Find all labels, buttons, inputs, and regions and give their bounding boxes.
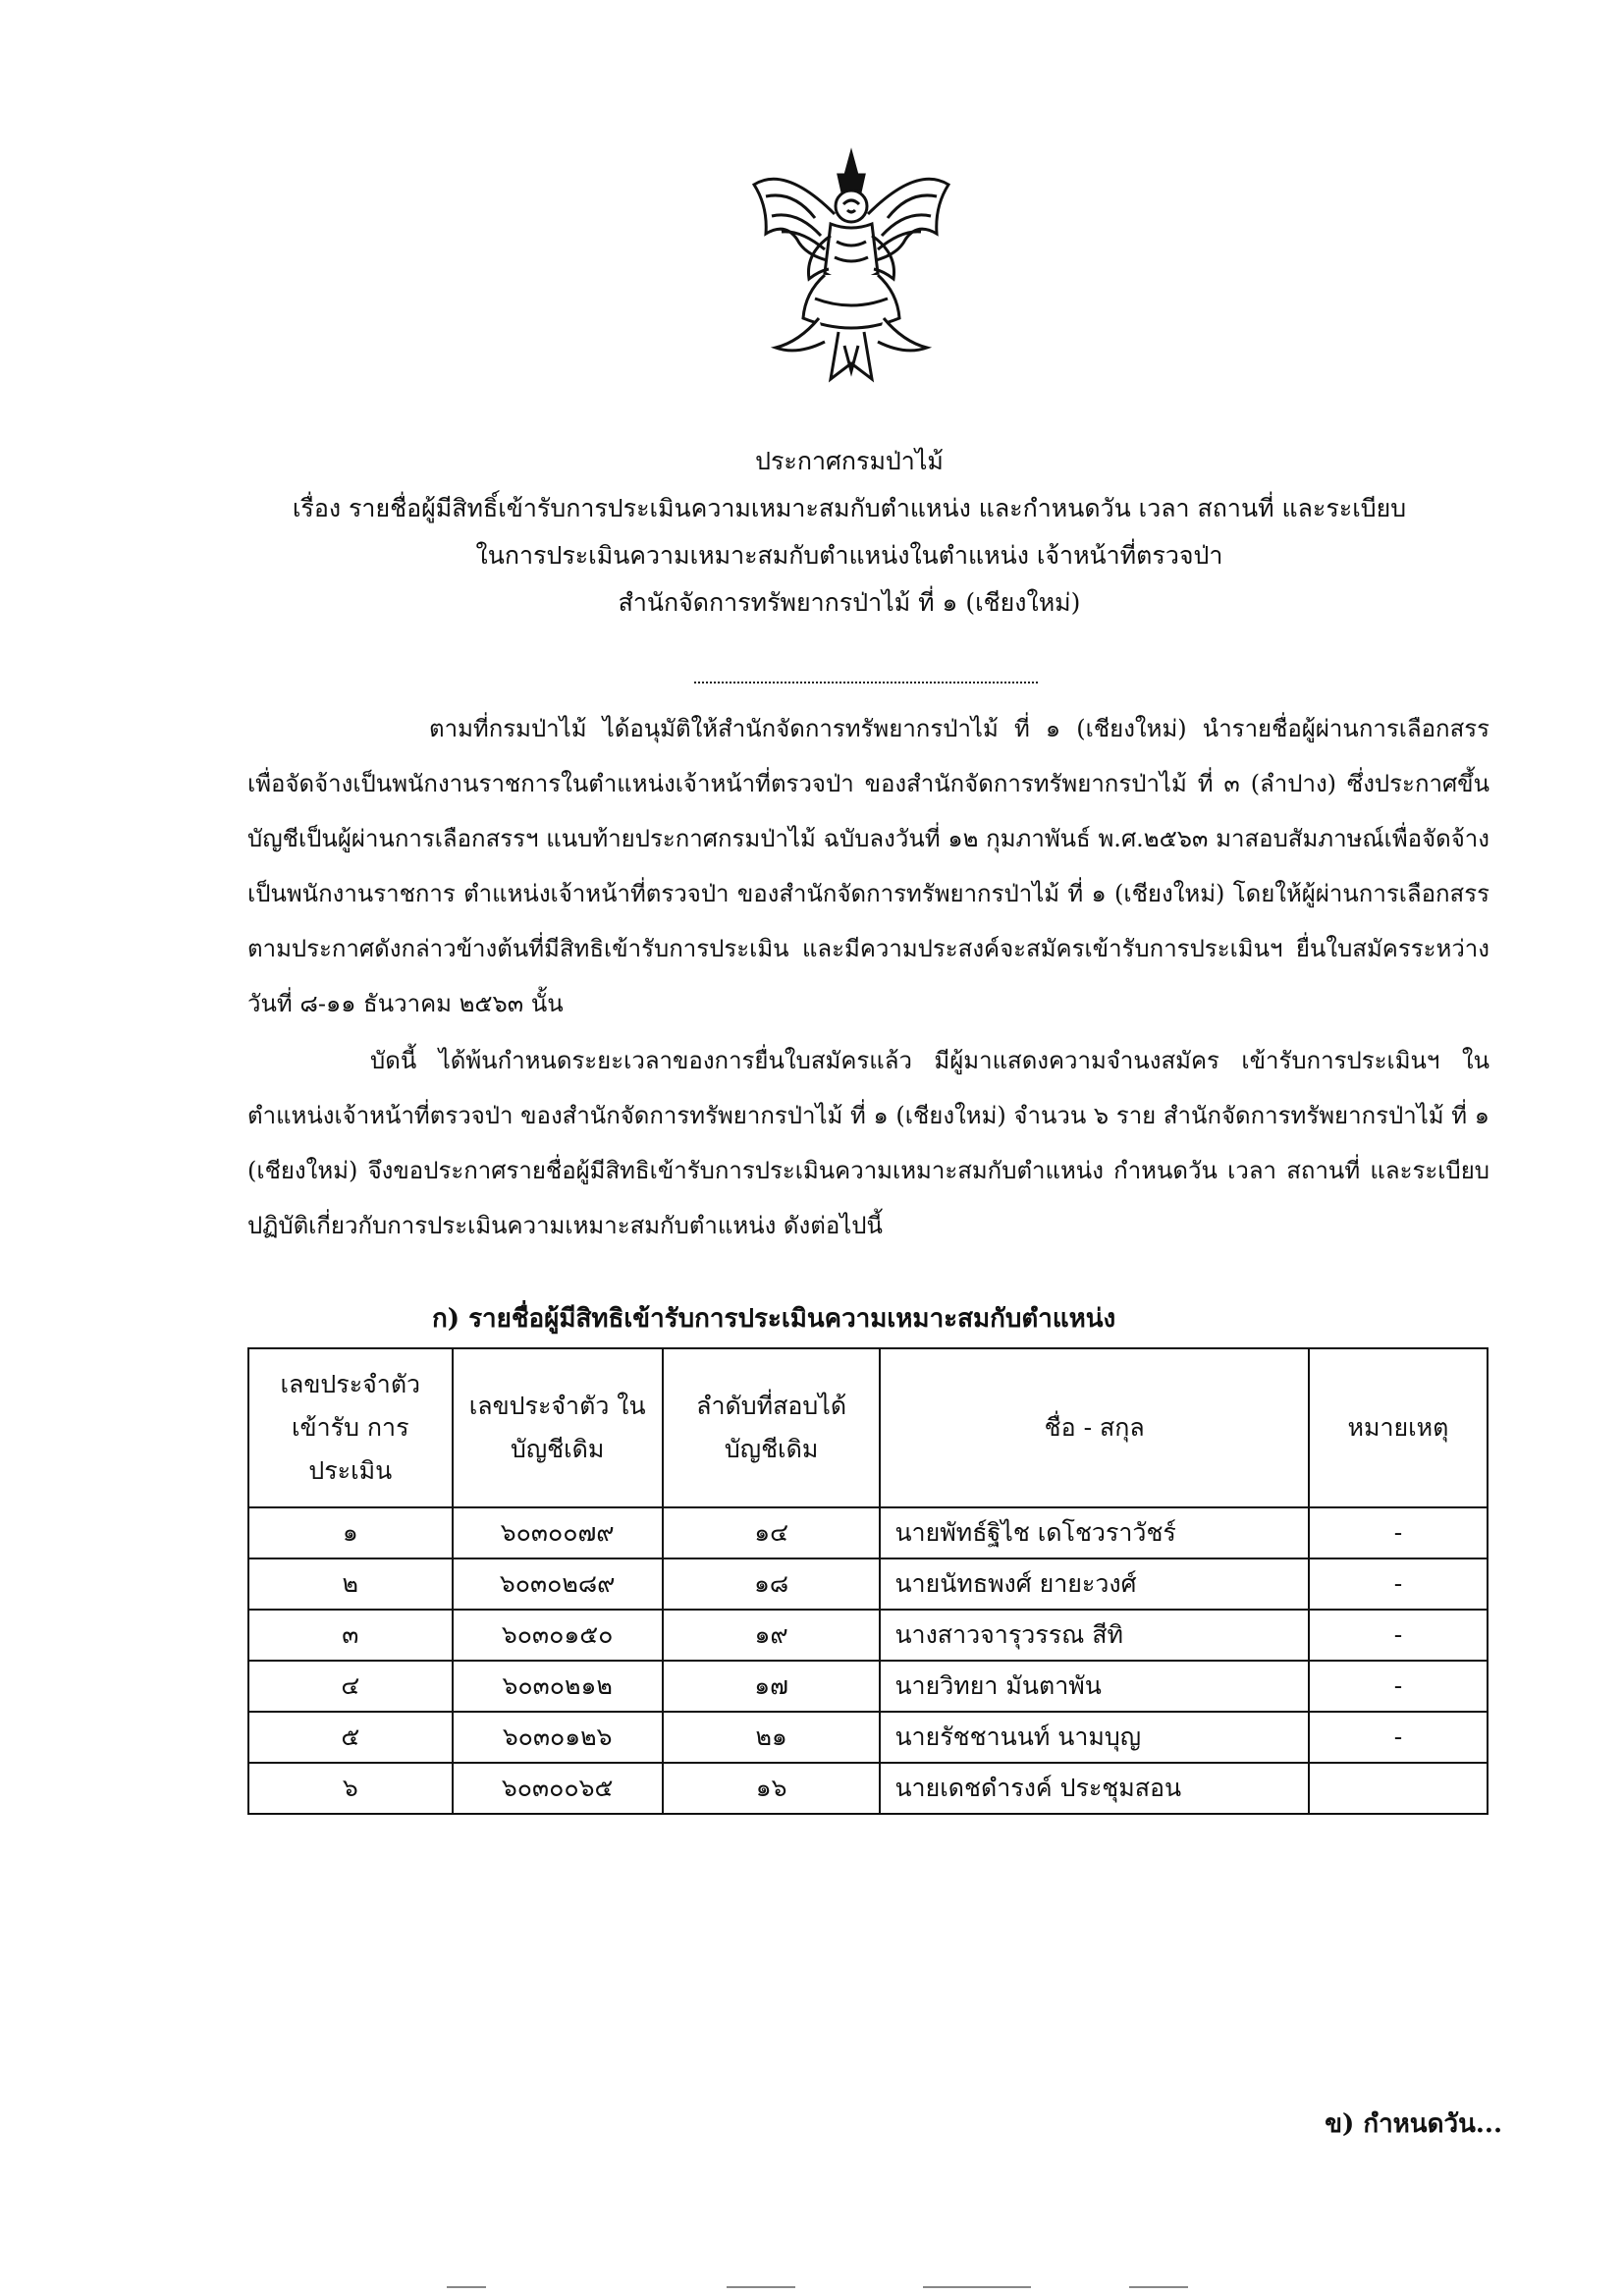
cell-old-list-id: ๖๐๓๐๑๒๖ <box>453 1712 663 1763</box>
body-paragraph-1: ตามที่กรมป่าไม้ ได้อนุมัติให้สำนักจัดการทรัพยากรป่าไม้ ที่ ๑ (เชียงใหม่) นำรายชื่อผู้ผ่านการเลือกสรร เพื่อจัดจ้างเป็นพนักงานราชการในตำแหน่งเจ้าหน้าที่ตรวจป่า ของสำนักจัดการทรัพยากรป่าไม้ ที่ ๓ (ลำปาง) ซึ่งประกาศขึ้นบัญชีเป็นผู้ผ่านการเลือกสรรฯ แนบท้ายประกาศกรมป่าไม้ ฉบับลงวันที่ ๑๒ กุมภาพันธ์ พ.ศ.๒๕๖๓ มาสอบสัมภาษณ์เพื่อจัดจ้างเป็นพนักงานราชการ ตำแหน่งเจ้าหน้าที่ตรวจป่า ของสำนักจัดการทรัพยากรป่าไม้ ที่ ๑ (เชียงใหม่) โดยให้ผู้ผ่านการเลือกสรรตามประกาศดังกล่าวข้างต้นที่มีสิทธิเข้ารับการประเมิน และมีความประสงค์จะสมัครเข้ารับการประเมินฯ ยื่นใบสมัครระหว่างวันที่ ๘-๑๑ ธันวาคม ๒๕๖๓ นั้น <box>247 715 1489 1017</box>
heading-issuer: ประกาศกรมป่าไม้ <box>755 447 944 475</box>
scan-artifact <box>727 2286 795 2288</box>
cell-full-name: นายพัทธ์ฐิไช เดโชวราวัชร์ <box>880 1507 1308 1558</box>
cell-old-list-id: ๖๐๓๐๒๑๒ <box>453 1661 663 1712</box>
cell-remarks: - <box>1309 1712 1488 1763</box>
cell-assessment-id: ๕ <box>248 1712 453 1763</box>
continuation-note: ข) กำหนดวัน... <box>1325 2109 1502 2139</box>
cell-remarks <box>1309 1763 1488 1814</box>
cell-old-rank: ๑๖ <box>663 1763 881 1814</box>
cell-remarks: - <box>1309 1507 1488 1558</box>
scan-artifact <box>1129 2286 1188 2288</box>
cell-remarks: - <box>1309 1661 1488 1712</box>
cell-full-name: นายเดชดำรงค์ ประชุมสอน <box>880 1763 1308 1814</box>
scan-artifact <box>923 2286 1031 2288</box>
table-row <box>248 1712 1488 1763</box>
table-row <box>248 1763 1488 1814</box>
cell-old-list-id: ๖๐๓๐๐๗๙ <box>453 1507 663 1558</box>
cell-full-name: นางสาวจารุวรรณ สีทิ <box>880 1610 1308 1661</box>
cell-full-name: นายวิทยา มันตาพัน <box>880 1661 1308 1712</box>
cell-assessment-id: ๑ <box>248 1507 453 1558</box>
cell-assessment-id: ๓ <box>248 1610 453 1661</box>
cell-remarks: - <box>1309 1558 1488 1610</box>
candidate-table <box>247 1347 1489 1815</box>
cell-assessment-id: ๖ <box>248 1763 453 1814</box>
heading-subject-cont: ในการประเมินความเหมาะสมกับตำแหน่งในตำแหน่ง เจ้าหน้าที่ตรวจป่า <box>475 541 1223 570</box>
table-row <box>248 1507 1488 1558</box>
cell-old-rank: ๑๙ <box>663 1610 881 1661</box>
cell-old-list-id: ๖๐๓๐๑๕๐ <box>453 1610 663 1661</box>
header-remarks: หมายเหตุ <box>1309 1348 1488 1507</box>
header-full-name: ชื่อ - สกุล <box>880 1348 1308 1507</box>
cell-full-name: นายรัชชานนท์ นามบุญ <box>880 1712 1308 1763</box>
cell-old-rank: ๒๑ <box>663 1712 881 1763</box>
table-header-row <box>248 1348 1488 1507</box>
scan-artifact <box>447 2286 486 2288</box>
cell-old-list-id: ๖๐๓๐๒๘๙ <box>453 1558 663 1610</box>
cell-full-name: นายนัทธพงศ์ ยายะวงศ์ <box>880 1558 1308 1610</box>
cell-old-rank: ๑๗ <box>663 1661 881 1712</box>
table-row <box>248 1610 1488 1661</box>
separator-dotted-line <box>694 682 1038 683</box>
cell-assessment-id: ๒ <box>248 1558 453 1610</box>
cell-remarks: - <box>1309 1610 1488 1661</box>
header-old-rank: ลำดับที่สอบได้ บัญชีเดิม <box>663 1348 881 1507</box>
table-row <box>248 1661 1488 1712</box>
cell-old-list-id: ๖๐๓๐๐๖๕ <box>453 1763 663 1814</box>
heading-office: สำนักจัดการทรัพยากรป่าไม้ ที่ ๑ (เชียงใหม่) <box>618 588 1081 617</box>
table-title: ก) รายชื่อผู้มีสิทธิเข้ารับการประเมินความเหมาะสมกับตำแหน่ง <box>432 1304 1116 1334</box>
garuda-emblem-icon <box>746 145 956 391</box>
header-assessment-id: เลขประจำตัว เข้ารับ การประเมิน <box>248 1348 453 1507</box>
header-old-list-id: เลขประจำตัว ในบัญชีเดิม <box>453 1348 663 1507</box>
cell-assessment-id: ๔ <box>248 1661 453 1712</box>
body-paragraph-2: บัดนี้ ได้พ้นกำหนดระยะเวลาของการยื่นใบสมัครแล้ว มีผู้มาแสดงความจำนงสมัคร เข้ารับการประเมินฯ ในตำแหน่งเจ้าหน้าที่ตรวจป่า ของสำนักจัดการทรัพยากรป่าไม้ ที่ ๑ (เชียงใหม่) จำนวน ๖ ราย สำนักจัดการทรัพยากรป่าไม้ ที่ ๑ (เชียงใหม่) จึงขอประกาศรายชื่อผู้มีสิทธิเข้ารับการประเมินความเหมาะสมกับตำแหน่ง กำหนดวัน เวลา สถานที่ และระเบียบปฏิบัติเกี่ยวกับการประเมินความเหมาะสมกับตำแหน่ง ดังต่อไปนี้ <box>247 1047 1489 1239</box>
table-row <box>248 1558 1488 1610</box>
cell-old-rank: ๑๘ <box>663 1558 881 1610</box>
heading-subject: เรื่อง รายชื่อผู้มีสิทธิ์เข้ารับการประเมินความเหมาะสมกับตำแหน่ง และกำหนดวัน เวลา สถานที่ และระเบียบ <box>292 494 1407 522</box>
cell-old-rank: ๑๔ <box>663 1507 881 1558</box>
